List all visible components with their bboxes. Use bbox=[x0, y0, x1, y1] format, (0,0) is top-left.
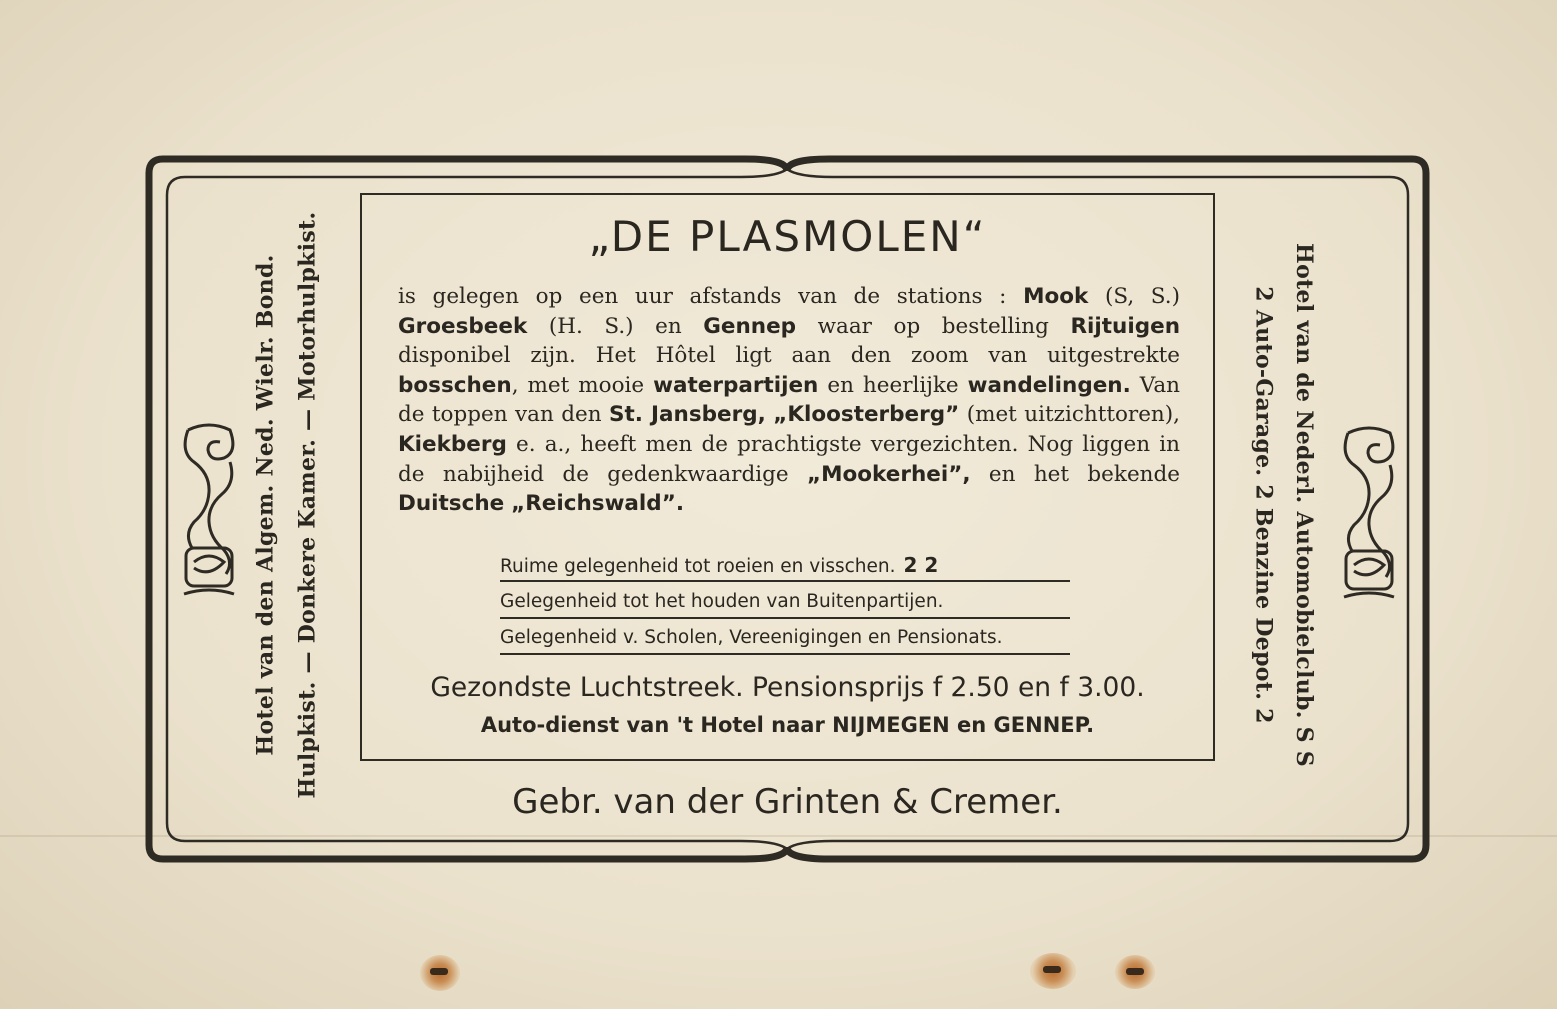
advert-paragraph: is gelegen op een uur afstands van de stations : Mook (S, S.) Groesbeek (H. S.) en Gennep waar op bestelling Rijtuigen disponibel zijn. Het Hôtel ligt aan den zoom van uitgestrekte bosschen, met mooie waterpartijen en heerlijke wandelingen. Van de toppen van den St. Jansberg, „Kloosterberg” (met uitzichttoren), Kiekberg e. a., heeft men de prachtigste vergezichten. Nog liggen in de nabijheid de gedenkwaardige „Mookerhei”, en het bekende Duitsche „Reichswald”. bbox=[398, 284, 1180, 517]
left-side-line-1: Hotel van den Algem. Ned. Wielr. Bond. bbox=[253, 254, 280, 756]
price-line: Gezondste Luchtstreek. Pensionsprijs f 2.50 en f 3.00. bbox=[430, 672, 1145, 703]
firm-name: Gebr. van der Grinten & Cremer. bbox=[512, 782, 1063, 822]
art-nouveau-ornament-right bbox=[1340, 425, 1398, 605]
right-side-line-2: 2 Auto-Garage. 2 Benzine Depot. 2 bbox=[1251, 286, 1277, 724]
staple-hole bbox=[1126, 968, 1144, 975]
advert-title: „DE PLASMOLEN“ bbox=[588, 212, 987, 261]
amenity-line: Ruime gelegenheid tot roeien en visschen. 2 2 bbox=[500, 550, 1070, 582]
amenity-line: Gelegenheid tot het houden van Buitenpartijen. bbox=[500, 587, 1070, 619]
art-nouveau-ornament-left bbox=[180, 422, 238, 602]
left-side-line-2: Hulpkist. — Donkere Kamer. — Motorhulpkist. bbox=[294, 211, 321, 799]
staple-hole bbox=[1043, 966, 1061, 973]
decorative-sign: 2 2 bbox=[903, 553, 939, 577]
right-side-line-1: Hotel van de Nederl. Automobielclub. S S bbox=[1291, 243, 1318, 767]
amenity-line: Gelegenheid v. Scholen, Vereenigingen en Pensionats. bbox=[500, 623, 1070, 655]
auto-service-line: Auto-dienst van 't Hotel naar NIJMEGEN en GENNEP. bbox=[480, 713, 1095, 737]
staple-hole bbox=[430, 968, 448, 975]
